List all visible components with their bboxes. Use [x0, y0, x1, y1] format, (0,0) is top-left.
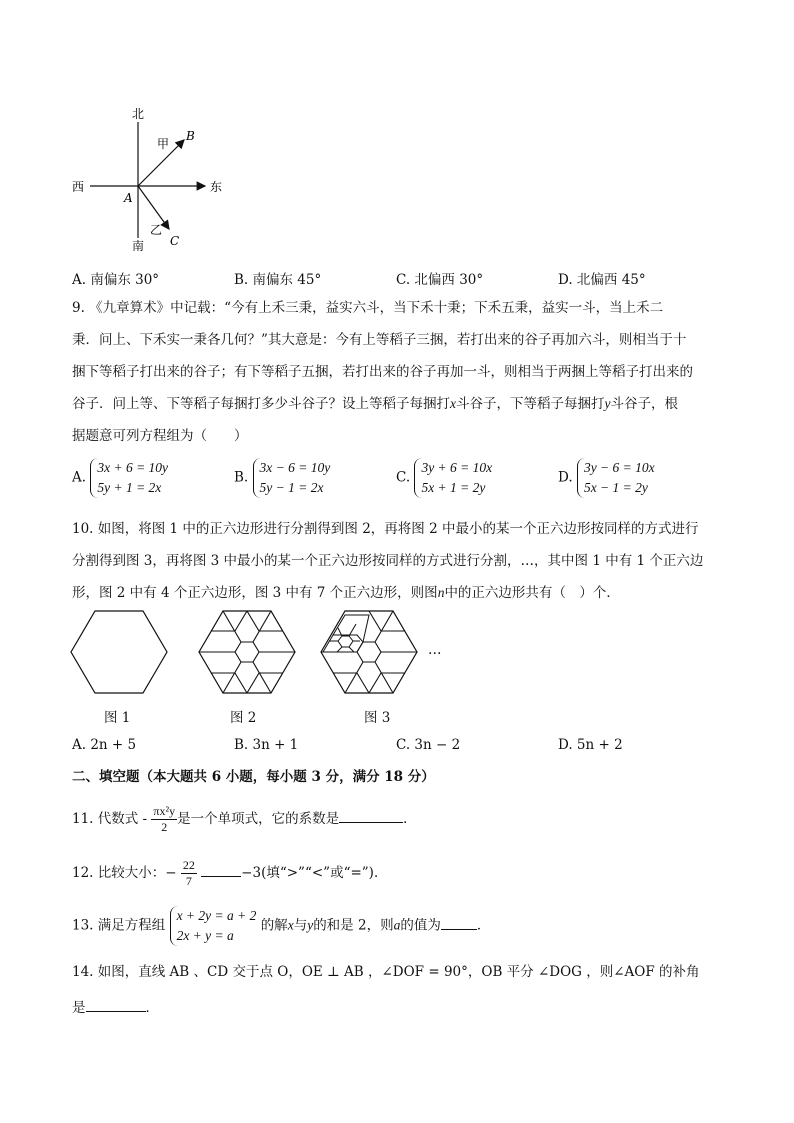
q10-line-3 [72, 583, 734, 603]
q13-var-a: a [393, 917, 401, 933]
q12-numerator: 22 [182, 858, 195, 872]
q12-denominator: 7 [185, 874, 192, 888]
compass-diagram [70, 100, 230, 260]
q14-blank[interactable] [86, 1011, 146, 1012]
q9-line-1: 9. 《九章算术》中记载：“今有上禾三秉，益实六斗，当下禾十秉；下禾五秉，益实一斗，当上禾二 [72, 300, 664, 316]
hexagon-figure-2 [198, 610, 296, 694]
label-east: 东 [210, 180, 223, 194]
q9-option-d-label: D. [558, 469, 573, 486]
q9-line-3: 捆下等稻子打出来的谷子；有下等稻子五捆，若打出来的谷子再加一斗，则相当于两捆上等稻子打出来的 [72, 364, 693, 380]
q11-fraction [151, 804, 177, 835]
q9-option-d [558, 458, 655, 498]
q8-option-a: A. 南偏东 30° [72, 272, 160, 288]
q13-eq1: x + 2y = a + 2 [176, 908, 257, 923]
q9-option-c-eq2: 5x + 1 = 2y [421, 480, 486, 495]
q9-line-4-b: 斗谷子，下等稻子每捆打 [456, 396, 605, 412]
q9-line-4-c: 斗谷子，根 [610, 396, 678, 412]
q9-option-c-eq1: 3y + 6 = 10x [421, 460, 493, 475]
label-west: 西 [72, 180, 85, 194]
q9-option-c-label: C. [396, 469, 411, 486]
q14-line-2-text: 是 [72, 1000, 86, 1016]
q9-option-a-eq1: 3x + 6 = 10y [97, 460, 169, 475]
q10-option-a: A. 2n + 5 [72, 737, 137, 753]
q9-option-b-system [253, 458, 331, 498]
q11-denominator: 2 [161, 820, 168, 834]
label-north: 北 [132, 107, 145, 121]
q8-option-b: B. 南偏东 45° [234, 272, 322, 288]
q9-option-a-eq2: 5y + 1 = 2x [97, 480, 162, 495]
q9-option-d-system [577, 458, 655, 498]
q13-blank[interactable] [441, 929, 477, 930]
q11-blank[interactable] [339, 822, 403, 823]
fig-label-2: 图 2 [230, 710, 257, 726]
q12-prefix: 12. 比较大小：− [72, 865, 177, 881]
q11: 11. 代数式 - $\frac{\text{πx²y}}{2}$ 是一个单项式，它的系数是 ． [72, 804, 417, 834]
label-south: 南 [132, 239, 145, 253]
fig-label-1: 图 1 [104, 710, 131, 726]
q9-option-b-eq2: 5y − 1 = 2x [259, 480, 324, 495]
q9-line-2: 秉．问上、下禾实一秉各几何？”其大意是：今有上等稻子三捆，若打出来的谷子再加六斗，则相当于十 [72, 332, 687, 348]
q10-line-1: 10. 如图，将图 1 中的正六边形进行分割得到图 2，再将图 2 中最小的某一个正六边形按同样的方式进行 [72, 521, 699, 537]
q9-line-4-a: 谷子．问上等、下等稻子每捆打多少斗谷子？设上等稻子每捆打 [72, 396, 450, 412]
var-y: y [604, 396, 611, 411]
q13-prefix: 13. 满足方程组 [72, 917, 166, 934]
q12 [72, 858, 387, 889]
hexagon-figure-3 [320, 610, 418, 694]
q9-line-5: 据题意可列方程组为（ ） [72, 428, 248, 444]
fig-label-3: 图 3 [364, 710, 391, 726]
q13-suffix-a: 的解 [260, 917, 288, 934]
hexagon-figure-1 [70, 610, 168, 694]
hexagon-ellipsis: … [428, 642, 442, 658]
q9-option-a [72, 458, 168, 498]
q11-suffix: 是一个单项式，它的系数是 [177, 811, 340, 827]
q14-line-2: 是 ． [72, 1000, 159, 1016]
var-x: x [450, 396, 456, 411]
q10-line-3-b: 中的正六边形共有（ ）个． [444, 585, 620, 601]
label-a: A [124, 191, 133, 205]
q10-option-b: B. 3n + 1 [234, 737, 299, 753]
q9-option-c-system [414, 458, 492, 498]
q9-option-d-eq1: 3y − 6 = 10x [583, 460, 655, 475]
q9-option-d-eq2: 5x − 1 = 2y [583, 480, 648, 495]
var-n: n [437, 585, 445, 600]
q9-option-a-label: A. [72, 469, 87, 486]
q8-option-c: C. 北偏西 30° [396, 272, 484, 288]
q11-numerator: πx²y [153, 804, 176, 818]
q13-suffix-c: 的和是 2，则 [313, 917, 394, 934]
q13-var-x: x [287, 917, 294, 933]
q13: 13. 满足方程组 x + 2y = a + 2 2x + y = a 的解x与y的和是 2，则a的值为 ． [72, 906, 490, 946]
q9-line-4 [72, 394, 734, 414]
q13-eq2: 2x + y = a [176, 928, 234, 943]
q10-line-3-a: 形，图 2 中有 4 个正六边形，图 3 中有 7 个正六边形，则图 [72, 585, 438, 601]
q11-prefix: 11. 代数式 - [72, 811, 148, 827]
q9-option-b-eq1: 3x − 6 = 10y [259, 460, 331, 475]
q13-var-y: y [307, 917, 314, 933]
label-c: C [170, 234, 180, 248]
q13-system [170, 906, 257, 946]
q9-option-c [396, 458, 492, 498]
q9-option-b [234, 458, 330, 498]
q10-option-c: C. 3n − 2 [396, 737, 461, 753]
q13-suffix-d: 的值为 [400, 917, 441, 934]
q12-blank[interactable] [201, 876, 241, 877]
label-b: B [186, 129, 195, 143]
q8-option-d: D. 北偏西 45° [558, 272, 646, 288]
q9-option-a-system [90, 458, 168, 498]
q13-suffix-b: 与 [293, 917, 308, 934]
label-jia: 甲 [157, 137, 170, 151]
label-yi: 乙 [150, 223, 163, 237]
q12-fraction [181, 858, 197, 889]
q14-line-1: 14. 如图，直线 AB 、CD 交于点 O，OE ⊥ AB ，∠DOF = 90°，OB 平分 ∠DOG ，则∠AOF 的补角 [72, 964, 700, 980]
q9-option-b-label: B. [234, 469, 249, 486]
q10-line-2: 分割得到图 3，再将图 3 中最小的某一个正六边形按同样的方式进行分割，…，其中图 1 中有 1 个正六边 [72, 553, 704, 569]
q10-option-d: D. 5n + 2 [558, 737, 623, 753]
q12-suffix: −3(填“>”“<”或“=”)． [241, 865, 388, 881]
section-2-heading: 二、填空题（本大题共 6 小题，每小题 3 分，满分 18 分） [72, 769, 435, 785]
